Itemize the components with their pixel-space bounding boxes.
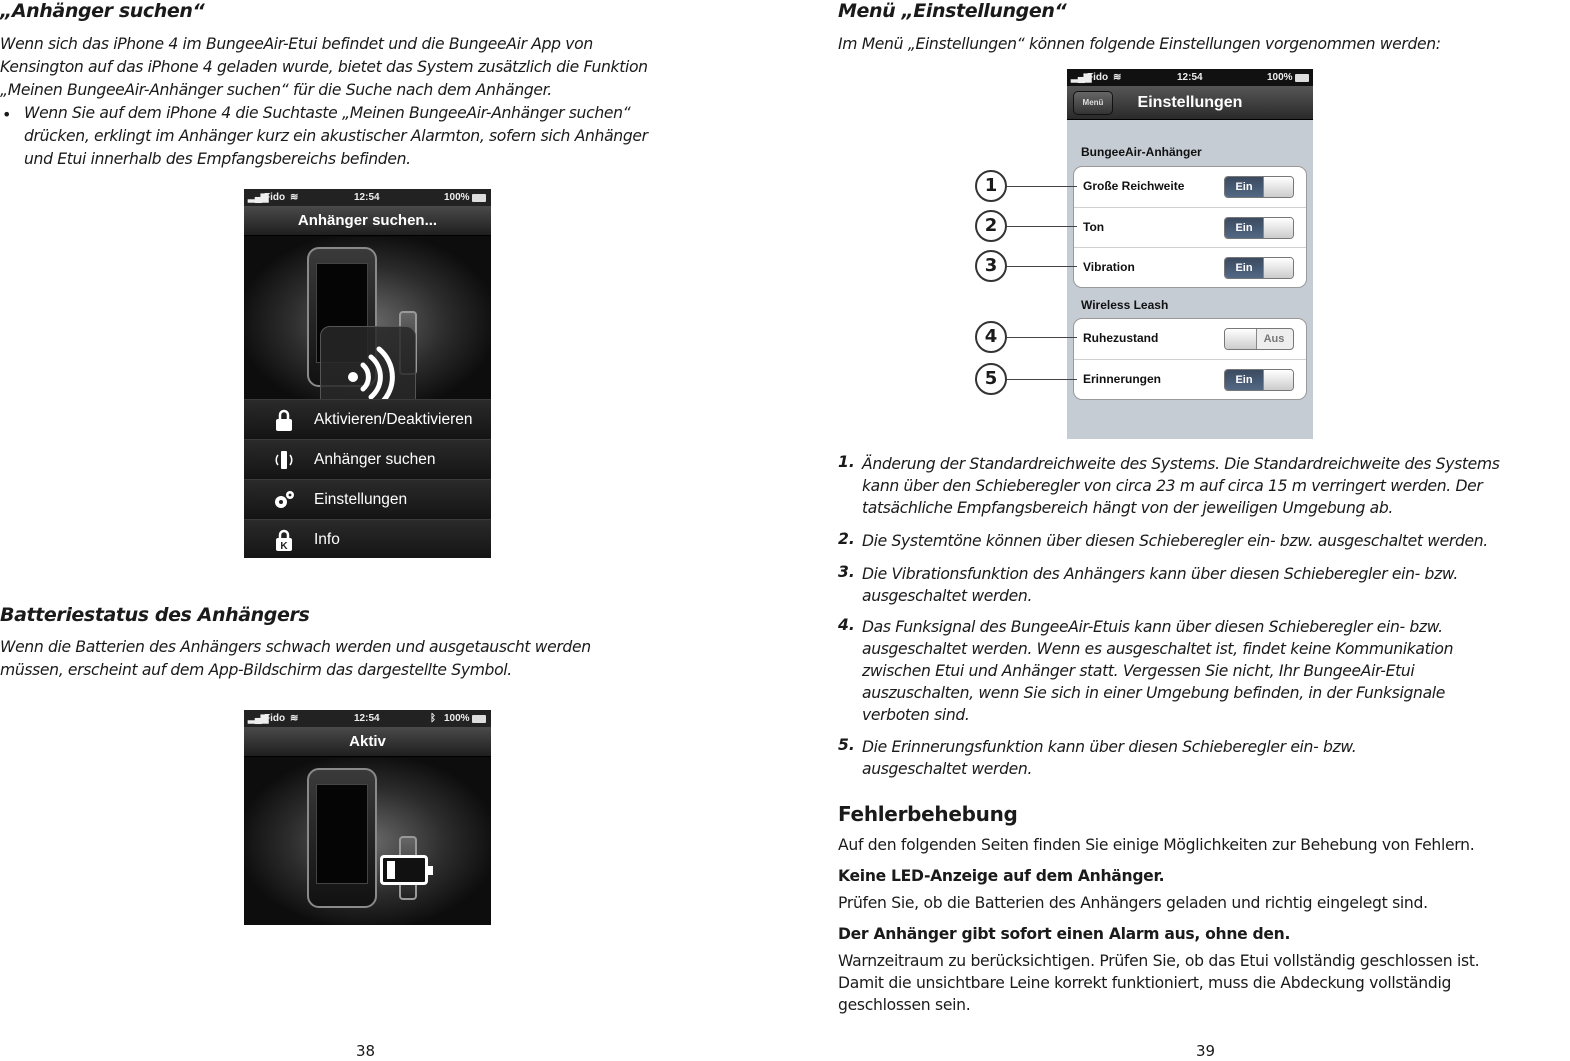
setting-row-sound xyxy=(1074,207,1306,247)
text-line: müssen, erscheint auf dem App-Bildschirm das dargestellte Symbol. xyxy=(0,661,512,679)
text-line: Änderung der Standardreichweite des Systems. Die Standardreichweite des Systems xyxy=(862,455,1500,473)
text-line: drücken, erklingt im Anhänger kurz ein akustischer Alarmton, sofern sich Anhänger xyxy=(24,127,648,145)
menu-label: Anhänger suchen xyxy=(314,451,436,468)
setting-label: Ton xyxy=(1083,220,1105,234)
text-line: Die Erinnerungsfunktion kann über diesen Schieberegler ein- bzw. xyxy=(862,738,1357,756)
text-line: auszuschalten, wenn Sie sich in einer Umgebung befinden, in der Funksignale xyxy=(862,684,1446,702)
menu-label: Einstellungen xyxy=(314,491,408,508)
toggle-state: Ein xyxy=(1225,177,1263,197)
text-line: tatsächliche Empfangsbereich hängt von der jeweiligen Umgebung ab. xyxy=(862,499,1394,517)
trouble-intro: Auf den folgenden Seiten finden Sie einige Möglichkeiten zur Behebung von Fehlern. xyxy=(838,836,1475,854)
text-line: Das Funksignal des BungeeAir-Etuis kann über diesen Schieberegler ein- bzw. xyxy=(862,618,1443,636)
text-line: Wenn sich das iPhone 4 im BungeeAir-Etui befindet und die BungeeAir App von xyxy=(0,35,593,53)
clock-label: 12:54 xyxy=(354,713,380,724)
bullet-marker: • xyxy=(2,105,12,124)
low-battery-icon xyxy=(380,855,428,885)
text-line: ausgeschaltet werden. xyxy=(862,760,1033,778)
settings-group-tag xyxy=(1073,166,1307,288)
settings-group-leash xyxy=(1073,318,1307,400)
text-line: Wenn die Batterien des Anhängers schwach werden und ausgetauscht werden xyxy=(0,638,591,656)
clock-label: 12:54 xyxy=(1177,72,1203,83)
back-button[interactable]: Menü xyxy=(1073,91,1113,115)
page-number-left: 38 xyxy=(356,1042,376,1060)
menu-label: Aktivieren/Deaktivieren xyxy=(314,411,473,428)
toggle-range[interactable] xyxy=(1224,176,1294,198)
heading-batteriestatus: Batteriestatus des Anhängers xyxy=(0,604,310,626)
text-line: ausgeschaltet werden. Wenn es ausgeschaltet ist, findet keine Kommunikation xyxy=(862,640,1454,658)
toggle-state: Ein xyxy=(1225,370,1263,390)
issue-text-no-led: Prüfen Sie, ob die Batterien des Anhängers geladen und richtig eingelegt sind. xyxy=(838,894,1428,912)
list-item xyxy=(862,616,1570,726)
signal-icon: ▂▄▆ xyxy=(248,192,268,203)
list-number: 1. xyxy=(838,453,855,471)
phone-screen-settings xyxy=(1067,69,1313,439)
group-title-leash: Wireless Leash xyxy=(1081,298,1169,312)
status-bar xyxy=(244,710,491,727)
list-item xyxy=(862,563,1570,607)
toggle-sleep[interactable] xyxy=(1224,328,1294,350)
heading-menu-einstellungen: Menü „Einstellungen“ xyxy=(838,0,1067,22)
text-line: „Meinen BungeeAir-Anhänger suchen“ für die Suche nach dem Anhänger. xyxy=(0,81,552,99)
iphone-image xyxy=(307,768,377,908)
toggle-state: Ein xyxy=(1225,258,1263,278)
battery-label: 100% xyxy=(1267,72,1293,83)
text-line: Damit die unsichtbare Leine korrekt funktioniert, muss die Abdeckung vollständig xyxy=(838,974,1452,992)
setting-label: Ruhezustand xyxy=(1083,331,1159,345)
toggle-state: Ein xyxy=(1225,218,1263,238)
svg-text:K: K xyxy=(280,541,288,552)
carrier-label: Fido xyxy=(264,192,286,203)
nav-title: Anhänger suchen... xyxy=(244,206,491,236)
intro-settings: Im Menü „Einstellungen“ können folgende Einstellungen vorgenommen werden: xyxy=(838,35,1441,53)
carrier-label: Fido xyxy=(1087,72,1109,83)
issue-text-alarm xyxy=(838,950,1570,1016)
callout-5: 5 xyxy=(975,363,1007,395)
page-number-right: 39 xyxy=(1196,1042,1216,1060)
callout-leader xyxy=(1007,226,1077,227)
menu-item-info[interactable] xyxy=(244,519,491,558)
heading-anhaenger-suchen: „Anhänger suchen“ xyxy=(0,0,205,22)
bluetooth-icon: ᛒ xyxy=(430,713,436,724)
paragraph-intro xyxy=(0,33,740,102)
wifi-icon: ≋ xyxy=(290,713,299,724)
list-number: 2. xyxy=(838,530,855,548)
setting-row-vibration xyxy=(1074,247,1306,287)
text-line: Die Vibrationsfunktion des Anhängers kann über diesen Schieberegler ein- bzw. xyxy=(862,565,1458,583)
kensington-lock-icon xyxy=(272,528,296,552)
paragraph-battery xyxy=(0,636,740,682)
text-line: zwischen Etui und Anhänger statt. Vergessen Sie nicht, Ihr BungeeAir-Etui xyxy=(862,662,1415,680)
callout-4: 4 xyxy=(975,321,1007,353)
toggle-reminders[interactable] xyxy=(1224,369,1294,391)
text-line: und Etui innerhalb des Empfangsbereichs befinden. xyxy=(24,150,411,168)
toggle-sound[interactable] xyxy=(1224,217,1294,239)
wifi-icon: ≋ xyxy=(1113,72,1122,83)
list-item xyxy=(862,736,1570,780)
status-bar xyxy=(1067,69,1313,86)
setting-label: Erinnerungen xyxy=(1083,372,1162,386)
list-number: 4. xyxy=(838,616,855,634)
carrier-label: Fido xyxy=(264,713,286,724)
battery-label: 100% xyxy=(444,713,470,724)
lock-icon xyxy=(272,408,296,432)
nav-title: Aktiv xyxy=(244,727,491,757)
issue-title-no-led: Keine LED-Anzeige auf dem Anhänger. xyxy=(838,867,1165,885)
find-tag-icon xyxy=(272,448,296,472)
list-number: 5. xyxy=(838,736,855,754)
group-title-tag: BungeeAir-Anhänger xyxy=(1081,145,1202,159)
callout-1: 1 xyxy=(975,170,1007,202)
wifi-icon: ≋ xyxy=(290,192,299,203)
menu-item-settings[interactable] xyxy=(244,479,491,519)
list-item xyxy=(862,453,1570,519)
menu-item-find-tag[interactable] xyxy=(244,439,491,479)
toggle-state: Aus xyxy=(1263,333,1285,345)
callout-leader xyxy=(1007,186,1077,187)
setting-row-sleep xyxy=(1074,319,1306,359)
list-number: 3. xyxy=(838,563,855,581)
heading-fehlerbehebung: Fehlerbehebung xyxy=(838,802,1018,826)
signal-icon: ▂▄▆ xyxy=(248,713,268,724)
text-line: kann über den Schieberegler von circa 23 m auf circa 15 m verringert werden. Der xyxy=(862,477,1483,495)
text-line: geschlossen sein. xyxy=(838,996,971,1014)
battery-icon xyxy=(472,194,486,202)
issue-title-alarm: Der Anhänger gibt sofort einen Alarm aus, ohne den. xyxy=(838,925,1291,943)
text-line: Kensington auf das iPhone 4 geladen wurde, bietet das System zusätzlich die Funktion xyxy=(0,58,648,76)
phone-screen-active xyxy=(244,710,491,925)
battery-label: 100% xyxy=(444,192,470,203)
gears-icon xyxy=(272,488,296,512)
signal-icon: ▂▄▆ xyxy=(1071,72,1091,83)
phone-screen-find-tag xyxy=(244,189,491,558)
callout-3: 3 xyxy=(975,250,1007,282)
callout-leader xyxy=(1007,379,1077,380)
battery-icon xyxy=(1295,74,1309,82)
text-line: ausgeschaltet werden. xyxy=(862,587,1033,605)
text-line: Die Systemtöne können über diesen Schieberegler ein- bzw. ausgeschaltet werden. xyxy=(862,532,1488,550)
battery-icon xyxy=(472,715,486,723)
bullet-paragraph xyxy=(24,102,740,171)
setting-row-range xyxy=(1074,167,1306,207)
nav-title: Einstellungen xyxy=(1067,86,1313,120)
text-line: verboten sind. xyxy=(862,706,970,724)
list-item xyxy=(862,530,1570,552)
callout-2: 2 xyxy=(975,210,1007,242)
text-line: Warnzeitraum zu berücksichtigen. Prüfen Sie, ob das Etui vollständig geschlossen ist. xyxy=(838,952,1480,970)
status-bar xyxy=(244,189,491,206)
text-line: Wenn Sie auf dem iPhone 4 die Suchtaste „Meinen BungeeAir-Anhänger suchen“ xyxy=(24,104,631,122)
toggle-vibration[interactable] xyxy=(1224,257,1294,279)
clock-label: 12:54 xyxy=(354,192,380,203)
callout-leader xyxy=(1007,266,1077,267)
setting-label: Vibration xyxy=(1083,260,1135,274)
setting-row-reminders xyxy=(1074,359,1306,399)
menu-item-activate[interactable] xyxy=(244,399,491,439)
callout-leader xyxy=(1007,337,1077,338)
menu-label: Info xyxy=(314,531,340,548)
setting-label: Große Reichweite xyxy=(1083,179,1185,193)
